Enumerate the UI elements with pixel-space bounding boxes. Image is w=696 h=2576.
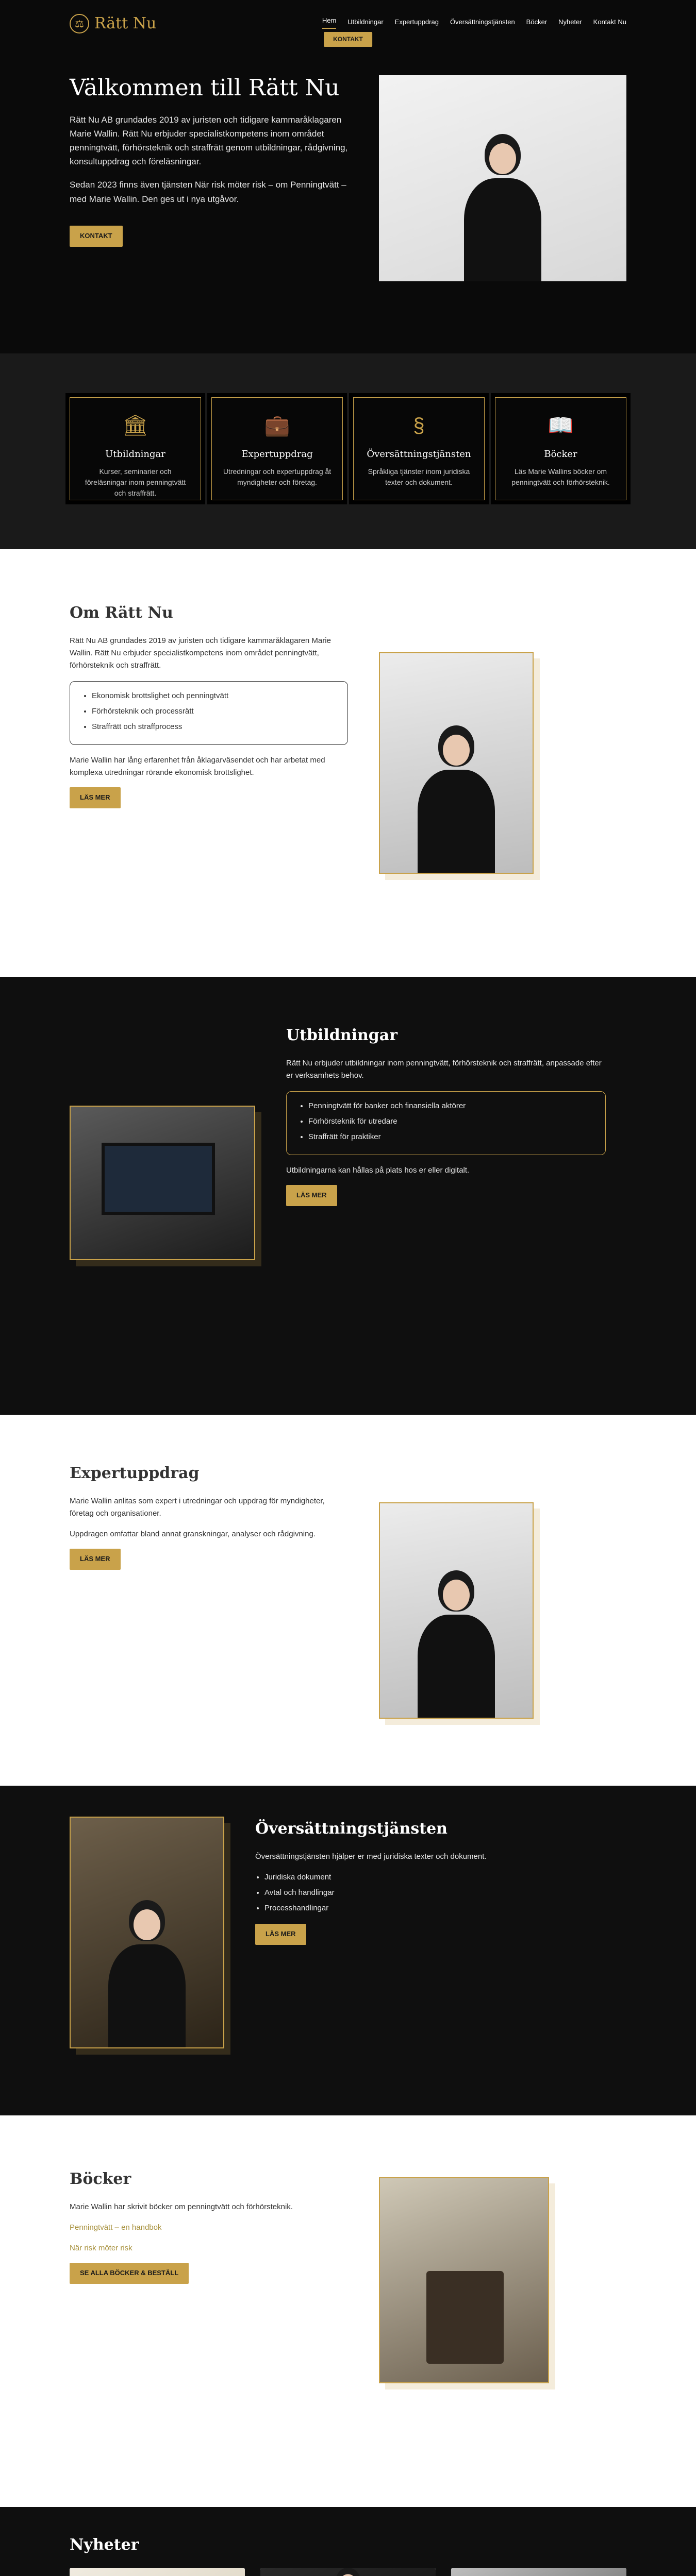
translation-list bbox=[255, 1871, 544, 1914]
news-card[interactable] bbox=[260, 2568, 436, 2576]
training-read-more-button[interactable]: LÄS MER bbox=[286, 1185, 337, 1206]
expert-read-more-button[interactable]: LÄS MER bbox=[70, 1549, 121, 1570]
service-title: Utbildningar bbox=[105, 449, 165, 460]
news-card-image bbox=[70, 2568, 245, 2576]
laptop-screen bbox=[102, 1143, 215, 1215]
services-section bbox=[0, 353, 696, 549]
expert-title: Expertuppdrag bbox=[70, 1464, 200, 1482]
training-section bbox=[0, 977, 696, 1415]
books-title: Böcker bbox=[70, 2170, 131, 2188]
training-photo bbox=[70, 1106, 255, 1260]
hero-title: Välkommen till Rätt Nu bbox=[70, 75, 340, 101]
translation-title: Översättningstjänsten bbox=[255, 1820, 448, 1838]
about-photo bbox=[379, 652, 534, 874]
books-intro: Marie Wallin har skrivit böcker om penningtvätt och förhörsteknik. bbox=[70, 2202, 293, 2211]
institution-icon: 🏛 bbox=[122, 414, 148, 437]
news-title: Nyheter bbox=[70, 2536, 139, 2554]
list-item: • Processhandlingar bbox=[264, 1902, 544, 1914]
training-list bbox=[286, 1091, 606, 1155]
translation-intro: Översättningstjänsten hjälper er med juridiska texter och dokument. bbox=[255, 1852, 487, 1861]
service-card-training[interactable] bbox=[70, 397, 201, 500]
header-contact-button[interactable]: KONTAKT bbox=[324, 32, 372, 47]
list-item: • Juridiska dokument bbox=[264, 1871, 544, 1884]
expert-body: Uppdragen omfattar bland annat granskningar, analyser och rådgivning. bbox=[70, 1530, 316, 1538]
books-section bbox=[0, 2115, 696, 2507]
service-title: Böcker bbox=[544, 449, 577, 460]
book-link-2[interactable]: När risk möter risk bbox=[70, 2244, 132, 2252]
list-item: • Avtal och handlingar bbox=[264, 1887, 544, 1899]
list-item: • Förhörsteknik och processrätt bbox=[92, 705, 335, 718]
section-sign-icon: § bbox=[413, 414, 425, 437]
news-section bbox=[0, 2507, 696, 2576]
expert-section bbox=[0, 1415, 696, 1786]
nav-item-home[interactable]: Hem bbox=[322, 15, 336, 29]
service-text: Kurser, seminarier och föreläsningar inom penningtvätt och straffrätt. bbox=[85, 467, 186, 497]
header bbox=[0, 0, 696, 49]
hero-contact-button[interactable]: KONTAKT bbox=[70, 226, 123, 247]
about-read-more-button[interactable]: LÄS MER bbox=[70, 787, 121, 808]
about-section bbox=[0, 549, 696, 977]
main-nav bbox=[322, 11, 626, 29]
hero-section bbox=[0, 49, 696, 353]
hero-note: Sedan 2023 finns även tjänsten När risk möter risk – om Penningtvätt – med Marie Wallin. Den ges ut i nya utgåvor. bbox=[70, 180, 346, 204]
service-text: Språkliga tjänster inom juridiska texter och dokument. bbox=[368, 467, 470, 486]
news-card-image bbox=[451, 2568, 626, 2576]
news-card[interactable] bbox=[451, 2568, 626, 2576]
logo-text: Rätt Nu bbox=[94, 14, 157, 32]
service-card-expert[interactable] bbox=[211, 397, 343, 500]
nav-item-training[interactable]: Utbildningar bbox=[347, 18, 384, 26]
training-title: Utbildningar bbox=[286, 1026, 398, 1044]
about-title: Om Rätt Nu bbox=[70, 604, 173, 622]
books-order-button[interactable]: SE ALLA BÖCKER & BESTÄLL bbox=[70, 2263, 189, 2284]
service-card-books[interactable] bbox=[495, 397, 626, 500]
translation-photo bbox=[70, 1817, 224, 2048]
logo-icon: ⚖ bbox=[70, 14, 89, 33]
service-text: Utredningar och expertuppdrag åt myndigheter och företag. bbox=[223, 467, 332, 486]
nav-item-contact[interactable]: Kontakt Nu bbox=[593, 18, 626, 26]
news-card-image bbox=[260, 2568, 436, 2576]
list-item: • Förhörsteknik för utredare bbox=[308, 1115, 593, 1128]
nav-item-books[interactable]: Böcker bbox=[526, 18, 548, 26]
hero-intro: Rätt Nu AB grundades 2019 av juristen och tidigare kammaråklagaren Marie Wallin. Rätt Nu erbjuder specialistkompetens inom området penningtvätt, förhörsteknik och straffrätt genom utbildningar, rådgivning, konsultuppdrag och föreläsningar. bbox=[70, 114, 348, 167]
nav-item-news[interactable]: Nyheter bbox=[558, 18, 582, 26]
news-card[interactable] bbox=[70, 2568, 245, 2576]
chair-shape bbox=[426, 2271, 504, 2364]
portrait-figure bbox=[464, 134, 541, 281]
training-intro: Rätt Nu erbjuder utbildningar inom penningtvätt, förhörsteknik och straffrätt, anpassade efter er verksamhets behov. bbox=[286, 1059, 602, 1080]
expert-intro: Marie Wallin anlitas som expert i utredningar och uppdrag för myndigheter, företag och organisationer. bbox=[70, 1497, 325, 1518]
list-item: • Ekonomisk brottslighet och penningtvätt bbox=[92, 690, 335, 702]
about-list bbox=[70, 681, 348, 745]
service-text: Läs Marie Wallins böcker om penningtvätt och förhörsteknik. bbox=[511, 467, 610, 486]
list-item: • Penningtvätt för banker och finansiella aktörer bbox=[308, 1100, 593, 1112]
training-body: Utbildningarna kan hållas på plats hos er eller digitalt. bbox=[286, 1166, 470, 1175]
service-title: Expertuppdrag bbox=[241, 449, 313, 460]
list-item: • Straffrätt för praktiker bbox=[308, 1131, 593, 1143]
about-body: Marie Wallin har lång erfarenhet från åklagarväsendet och har arbetat med komplexa utredningar rörande ekonomisk brottslighet. bbox=[70, 756, 325, 777]
translation-read-more-button[interactable]: LÄS MER bbox=[255, 1924, 306, 1945]
book-icon: 📖 bbox=[548, 414, 574, 437]
service-title: Översättningstjänsten bbox=[367, 449, 471, 460]
hero-portrait bbox=[379, 75, 626, 281]
expert-photo bbox=[379, 1502, 534, 1719]
nav-item-expert[interactable]: Expertuppdrag bbox=[394, 18, 439, 26]
logo[interactable] bbox=[70, 11, 156, 36]
briefcase-icon: 💼 bbox=[264, 414, 290, 437]
list-item: • Straffrätt och straffprocess bbox=[92, 721, 335, 733]
nav-item-translation[interactable]: Översättningstjänsten bbox=[450, 18, 515, 26]
book-link-1[interactable]: Penningtvätt – en handbok bbox=[70, 2223, 162, 2232]
books-photo bbox=[379, 2177, 549, 2383]
service-card-translation[interactable] bbox=[353, 397, 485, 500]
translation-section bbox=[0, 1786, 696, 2115]
about-intro: Rätt Nu AB grundades 2019 av juristen och tidigare kammaråklagaren Marie Wallin. Rätt Nu erbjuder specialistkompetens inom området penningtvätt, förhörsteknik och straffrätt. bbox=[70, 636, 331, 670]
